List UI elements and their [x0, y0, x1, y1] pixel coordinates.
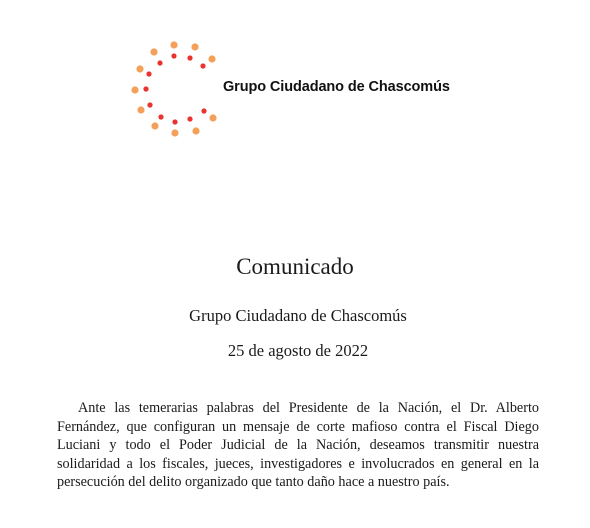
- document-title: Comunicado: [236, 254, 354, 279]
- dotted-circle-logo-icon: [128, 38, 224, 140]
- document-date: 25 de agosto de 2022: [227, 341, 369, 360]
- document-author: Grupo Ciudadano de Chascomús: [189, 306, 407, 325]
- org-name: Grupo Ciudadano de Chascomús: [223, 79, 450, 95]
- document-body-paragraph: Ante las temerarias palabras del Presidente de la Nación, el Dr. Alberto Fernández, que configuran un mensaje de corte mafioso contra el Fiscal Diego Luciani y todo el Poder Judicial de la Nación, deseamos transmitir nuestra solidaridad a los fiscales, jueces, investigadores e involucrados en general en la persecución del delito organizado que tanto daño hace a nuestro país.: [57, 400, 539, 490]
